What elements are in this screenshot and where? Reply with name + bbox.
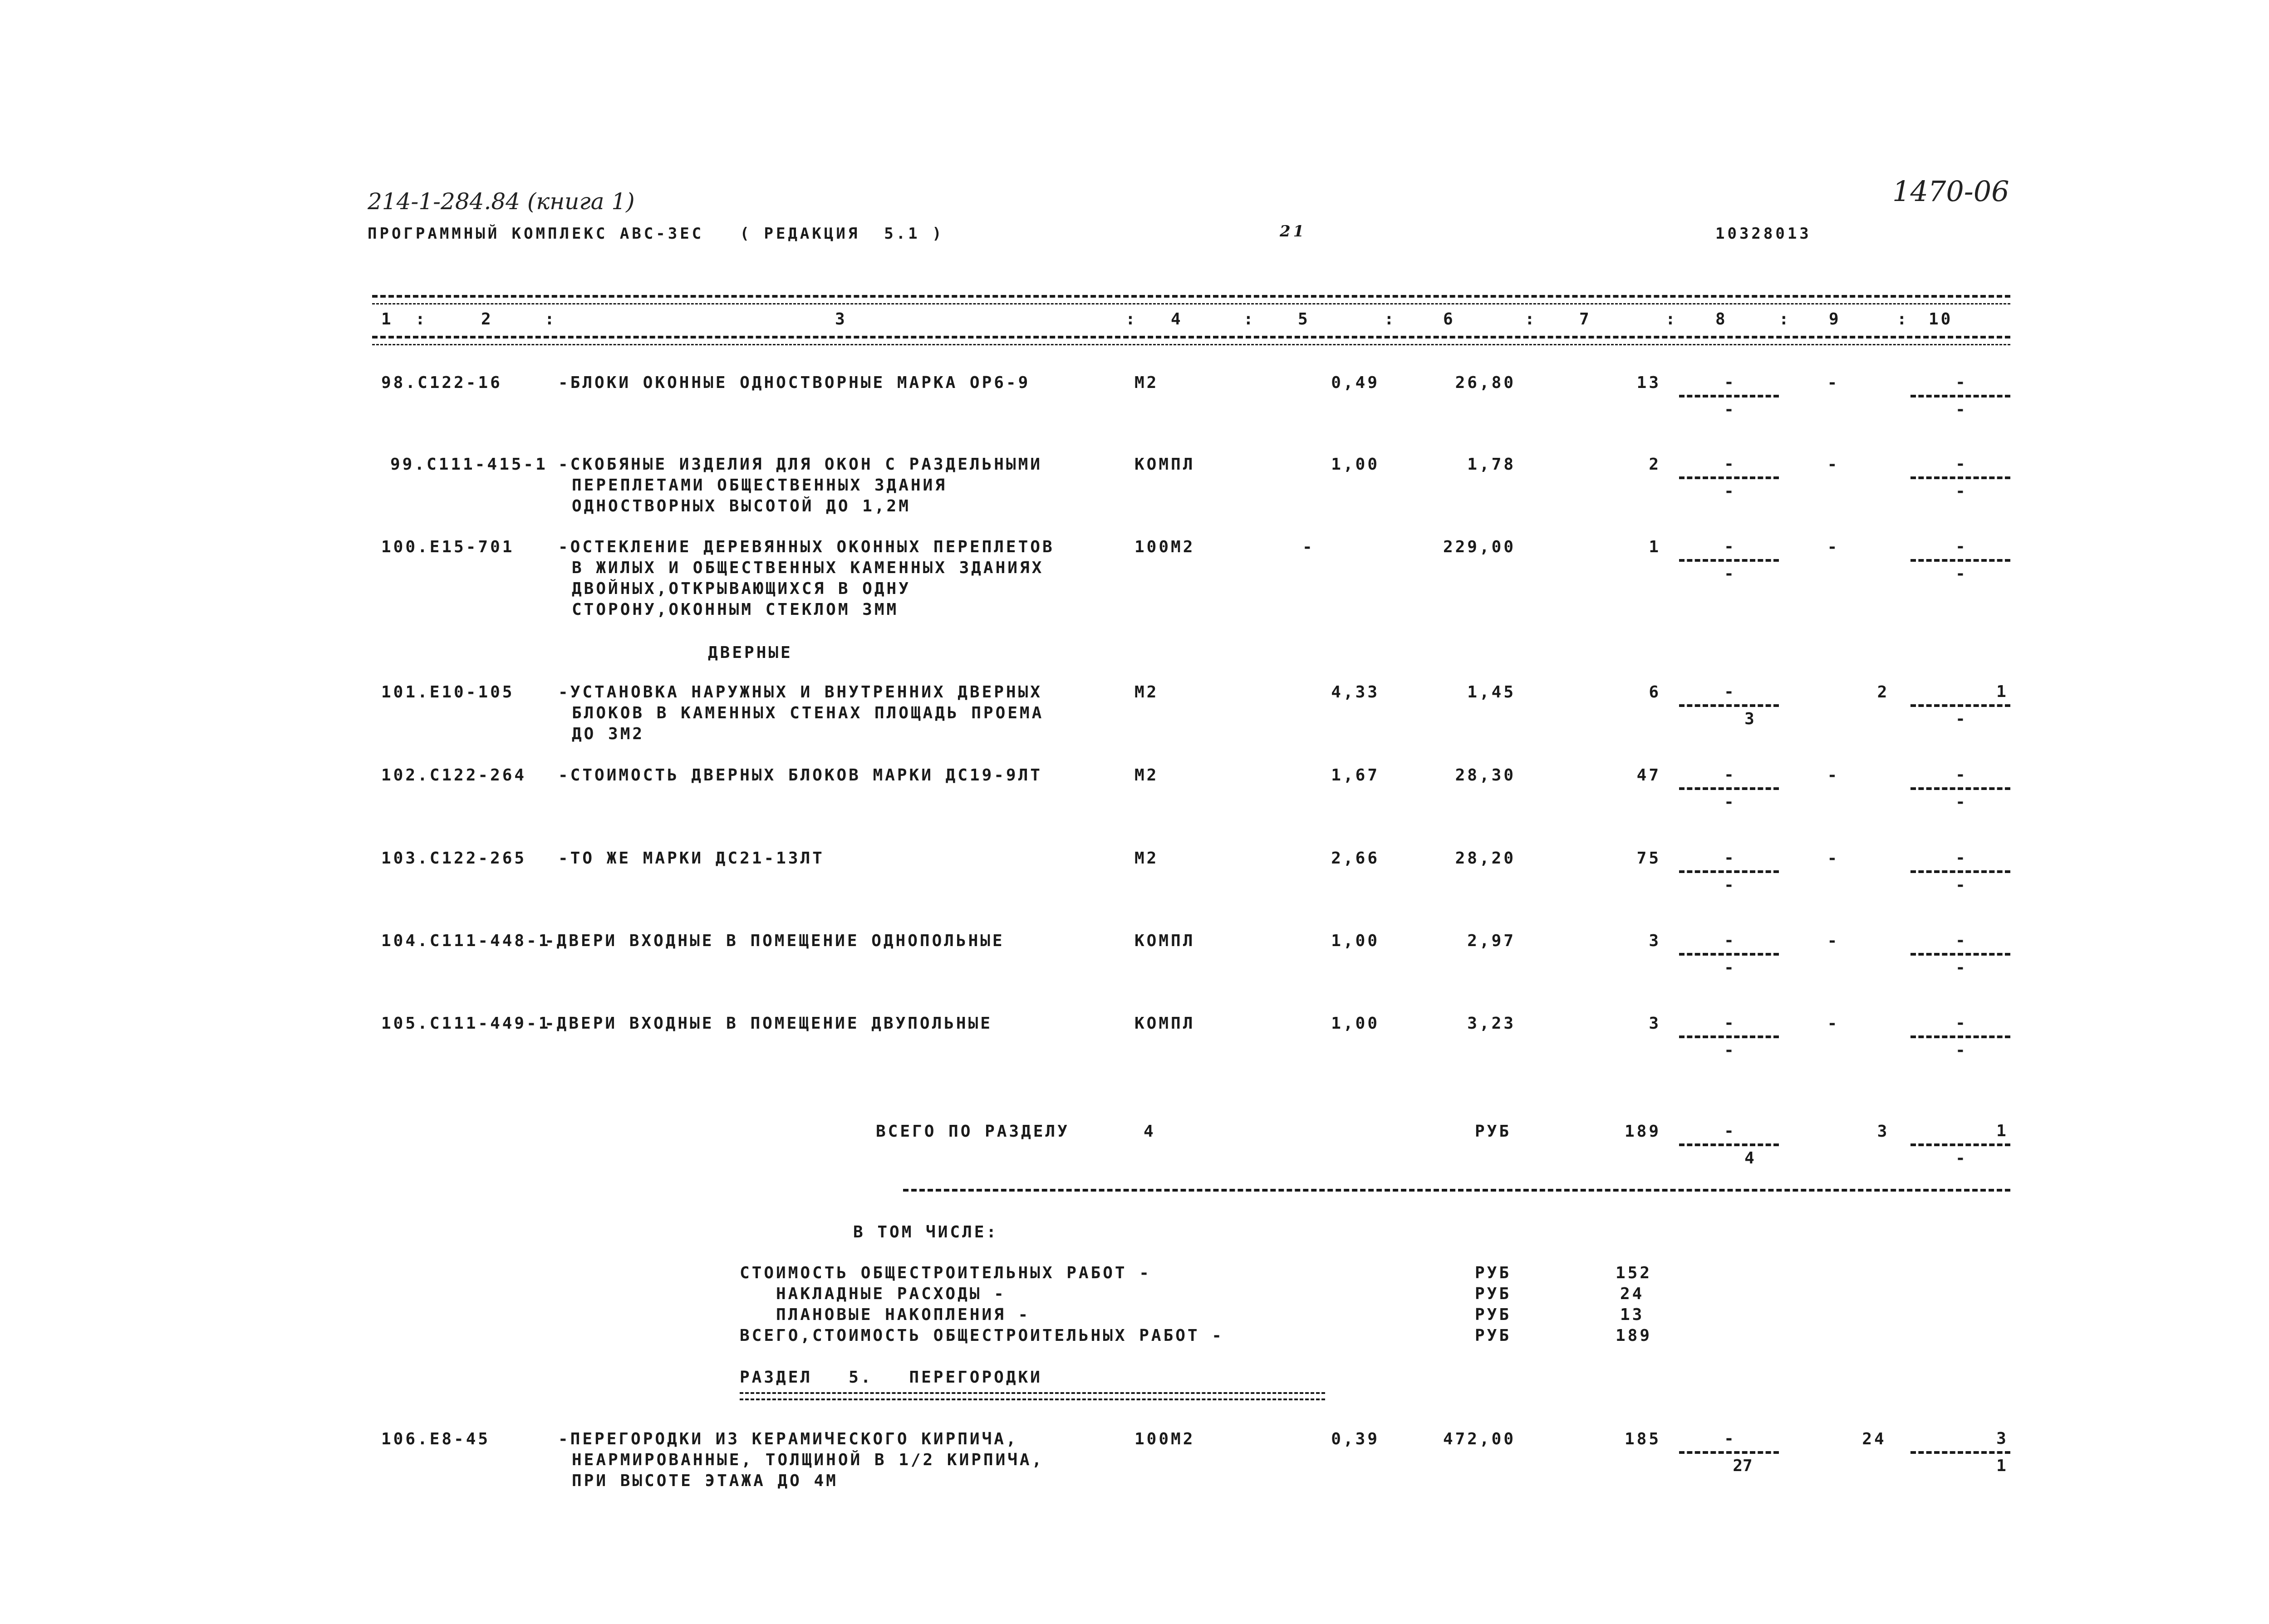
- row-col8-top: -: [1724, 682, 1734, 701]
- row-col8-bottom: -: [1724, 1041, 1734, 1060]
- page-number: 21: [1280, 222, 1307, 240]
- row-number: 99.С111-415-1: [390, 455, 548, 474]
- including-item-label: СТОИМОСТЬ ОБЩЕСТРОИТЕЛЬНЫХ РАБОТ -: [740, 1264, 1151, 1282]
- row-unit: М2: [1134, 849, 1159, 868]
- row-quantity: 4,33: [1331, 683, 1380, 702]
- row-quantity: 0,49: [1331, 373, 1380, 392]
- row-number: 105.С111-449-1: [381, 1014, 551, 1033]
- column-separator: :: [1525, 310, 1537, 329]
- column-header-2: 2: [481, 310, 493, 329]
- row-description-line: -ДВЕРИ ВХОДНЫЕ В ПОМЕЩЕНИЕ ОДНОПОЛЬНЫЕ: [545, 932, 1005, 950]
- column-separator: :: [1243, 310, 1256, 329]
- section-total-unit: РУБ: [1475, 1122, 1512, 1141]
- row-col9: -: [1827, 538, 1840, 556]
- row-quantity: 2,66: [1331, 849, 1380, 868]
- section-total-col9: 3: [1877, 1122, 1890, 1141]
- row-col9: -: [1827, 373, 1840, 392]
- row-col8: [1679, 682, 1779, 730]
- handwritten-number: 1470-06: [1892, 175, 2009, 208]
- row-total: 13: [1636, 373, 1661, 392]
- row-quantity: 1,67: [1331, 766, 1380, 785]
- row-price: 3,23: [1467, 1014, 1516, 1033]
- row-quantity: 1,00: [1331, 1014, 1380, 1033]
- row-total: 1: [1649, 538, 1661, 556]
- row-unit: М2: [1134, 766, 1159, 785]
- row-unit: КОМПЛ: [1134, 1014, 1195, 1033]
- section-total-col10: [1910, 1121, 2010, 1169]
- row-col9: -: [1827, 932, 1840, 950]
- row-unit: 100М2: [1134, 1430, 1195, 1448]
- section-total-col10-bottom: -: [1955, 1149, 1965, 1168]
- row-col8: [1679, 372, 1779, 420]
- row-col8-top: -: [1724, 849, 1734, 867]
- row-col8: [1679, 930, 1779, 978]
- section-total-rule: [903, 1189, 2010, 1192]
- row-unit: М2: [1134, 683, 1159, 702]
- including-item-value: 152: [1616, 1264, 1652, 1282]
- row-col10-top: -: [1955, 455, 1965, 473]
- row-col9: 2: [1877, 683, 1890, 702]
- including-item-label: ПЛАНОВЫЕ НАКОПЛЕНИЯ -: [776, 1305, 1031, 1324]
- column-header-7: 7: [1579, 310, 1591, 329]
- row-col8-bottom: -: [1724, 564, 1734, 583]
- row-number: 102.С122-264: [381, 766, 527, 785]
- row-col10-top: -: [1955, 931, 1965, 950]
- row-description-line: ДВОЙНЫХ,ОТКРЫВАЮЩИХСЯ В ОДНУ: [572, 579, 911, 598]
- row-col10-top: -: [1955, 1014, 1965, 1032]
- section5-title: РАЗДЕЛ 5. ПЕРЕГОРОДКИ: [740, 1368, 1042, 1387]
- including-item-unit: РУБ: [1475, 1264, 1512, 1282]
- row-col10-top: -: [1955, 537, 1965, 556]
- row-col8-top: -: [1724, 765, 1734, 784]
- row-col8-bottom: 27: [1733, 1457, 1753, 1475]
- row-number: 103.С122-265: [381, 849, 527, 868]
- row-col10-bottom: -: [1955, 793, 1965, 811]
- row-col10: [1910, 930, 2010, 978]
- row-col8-top: -: [1724, 1429, 1734, 1448]
- row-col8-bottom: -: [1724, 793, 1734, 811]
- row-description-line: -ДВЕРИ ВХОДНЫЕ В ПОМЕЩЕНИЕ ДВУПОЛЬНЫЕ: [545, 1014, 992, 1033]
- header-bottom-rule: [372, 336, 2010, 339]
- row-description-line: ДО 3М2: [572, 725, 645, 743]
- row-unit: 100М2: [1134, 538, 1195, 556]
- row-col8-bottom: -: [1724, 958, 1734, 977]
- column-header-1: 1: [381, 310, 393, 329]
- row-description-line: -ТО ЖЕ МАРКИ ДС21-13ЛТ: [558, 849, 825, 868]
- section-total-label: ВСЕГО ПО РАЗДЕЛУ: [876, 1122, 1070, 1141]
- row-number: 100.Е15-701: [381, 538, 515, 556]
- including-item-label: ВСЕГО,СТОИМОСТЬ ОБЩЕСТРОИТЕЛЬНЫХ РАБОТ -: [740, 1326, 1224, 1345]
- row-col8: [1679, 848, 1779, 896]
- row-col10: [1910, 536, 2010, 584]
- row-col10-top: -: [1955, 765, 1965, 784]
- row-description-line: ПРИ ВЫСОТЕ ЭТАЖА ДО 4М: [572, 1472, 838, 1490]
- row-number: 101.Е10-105: [381, 683, 515, 702]
- row-col10-bottom: -: [1955, 482, 1965, 500]
- row-col9: -: [1827, 455, 1840, 474]
- row-col10-top: 1: [1996, 682, 2006, 701]
- row-col10-bottom: -: [1955, 710, 1965, 728]
- including-item-unit: РУБ: [1475, 1326, 1512, 1345]
- including-item-value: 24: [1620, 1285, 1645, 1303]
- row-quantity: 1,00: [1331, 455, 1380, 474]
- section-total-col10-top: 1: [1996, 1122, 2006, 1140]
- row-col8: [1679, 1428, 1779, 1477]
- row-col8: [1679, 536, 1779, 584]
- row-total: 47: [1636, 766, 1661, 785]
- row-col8-bottom: -: [1724, 482, 1734, 500]
- column-header-8: 8: [1715, 310, 1728, 329]
- column-header-9: 9: [1829, 310, 1841, 329]
- row-col10-bottom: -: [1955, 564, 1965, 583]
- row-price: 1,45: [1467, 683, 1516, 702]
- row-price: 26,80: [1455, 373, 1516, 392]
- column-separator: :: [1665, 310, 1678, 329]
- row-col8-top: -: [1724, 373, 1734, 392]
- including-item-unit: РУБ: [1475, 1305, 1512, 1324]
- row-col9: -: [1827, 1014, 1840, 1033]
- column-header-5: 5: [1298, 310, 1310, 329]
- row-description-line: ПЕРЕПЛЕТАМИ ОБЩЕСТВЕННЫХ ЗДАНИЯ: [572, 476, 947, 495]
- section5-double-rule: [740, 1392, 1325, 1400]
- row-description-line: -УСТАНОВКА НАРУЖНЫХ И ВНУТРЕННИХ ДВЕРНЫХ: [558, 683, 1042, 702]
- header-top-rule-2: [372, 303, 2010, 304]
- row-col8-bottom: -: [1724, 400, 1734, 419]
- row-description-line: НЕАРМИРОВАННЫЕ, ТОЛЩИНОЙ В 1/2 КИРПИЧА,: [572, 1451, 1044, 1469]
- including-item-label: НАКЛАДНЫЕ РАСХОДЫ -: [776, 1285, 1006, 1303]
- row-col10: [1910, 372, 2010, 420]
- program-title: ПРОГРАММНЫЙ КОМПЛЕКС АВС-ЗЕС ( РЕДАКЦИЯ 5.1 ): [368, 225, 944, 243]
- row-col10: [1910, 454, 2010, 502]
- including-label: В ТОМ ЧИСЛЕ:: [853, 1223, 999, 1241]
- row-col10-bottom: -: [1955, 400, 1965, 419]
- row-price: 28,30: [1455, 766, 1516, 785]
- row-col9: -: [1827, 766, 1840, 785]
- document-code: 10328013: [1715, 225, 1812, 243]
- row-description-line: В ЖИЛЫХ И ОБЩЕСТВЕННЫХ КАМЕННЫХ ЗДАНИЯХ: [572, 559, 1044, 577]
- row-col10: [1910, 1428, 2010, 1477]
- row-col8-bottom: 3: [1744, 710, 1754, 728]
- row-col10: [1910, 682, 2010, 730]
- row-col10-bottom: -: [1955, 958, 1965, 977]
- row-unit: КОМПЛ: [1134, 455, 1195, 474]
- row-col8-top: -: [1724, 455, 1734, 473]
- row-description-line: БЛОКОВ В КАМЕННЫХ СТЕНАХ ПЛОЩАДЬ ПРОЕМА: [572, 704, 1044, 722]
- row-price: 472,00: [1443, 1430, 1516, 1448]
- row-col10: [1910, 1013, 2010, 1061]
- including-item-value: 13: [1620, 1305, 1645, 1324]
- row-quantity: 1,00: [1331, 932, 1380, 950]
- row-number: 106.Е8-45: [381, 1430, 491, 1448]
- row-description-line: -СТОИМОСТЬ ДВЕРНЫХ БЛОКОВ МАРКИ ДС19-9ЛТ: [558, 766, 1042, 785]
- section-total-col8-bottom: 4: [1744, 1149, 1754, 1168]
- row-description-line: -ОСТЕКЛЕНИЕ ДЕРЕВЯННЫХ ОКОННЫХ ПЕРЕПЛЕТОВ: [558, 538, 1055, 556]
- row-number: 104.С111-448-1: [381, 932, 551, 950]
- header-top-rule: [372, 295, 2010, 298]
- row-total: 75: [1636, 849, 1661, 868]
- row-col9: 24: [1862, 1430, 1886, 1448]
- column-separator: :: [1384, 310, 1396, 329]
- row-col8-top: -: [1724, 537, 1734, 556]
- row-unit: КОМПЛ: [1134, 932, 1195, 950]
- column-separator: :: [1125, 310, 1138, 329]
- subsection-title: ДВЕРНЫЕ: [708, 643, 793, 662]
- section-total-value: 189: [1624, 1122, 1661, 1141]
- column-separator: :: [545, 310, 557, 329]
- row-col8-top: -: [1724, 1014, 1734, 1032]
- row-number: 98.С122-16: [381, 373, 502, 392]
- row-col8: [1679, 765, 1779, 813]
- including-item-unit: РУБ: [1475, 1285, 1512, 1303]
- row-col10-bottom: 1: [1996, 1457, 2006, 1475]
- row-col10-bottom: -: [1955, 876, 1965, 894]
- row-quantity: 0,39: [1331, 1430, 1380, 1448]
- column-header-3: 3: [835, 310, 847, 329]
- row-total: 2: [1649, 455, 1661, 474]
- row-col10-top: -: [1955, 849, 1965, 867]
- row-col8-top: -: [1724, 931, 1734, 950]
- row-description-line: -СКОБЯНЫЕ ИЗДЕЛИЯ ДЛЯ ОКОН С РАЗДЕЛЬНЫМИ: [558, 455, 1042, 474]
- column-header-10: 10: [1929, 310, 1953, 329]
- row-price: 229,00: [1443, 538, 1516, 556]
- row-price: 28,20: [1455, 849, 1516, 868]
- row-unit: М2: [1134, 373, 1159, 392]
- row-description-line: -БЛОКИ ОКОННЫЕ ОДНОСТВОРНЫЕ МАРКА ОР6-9: [558, 373, 1031, 392]
- row-total: 6: [1649, 683, 1661, 702]
- row-total: 3: [1649, 1014, 1661, 1033]
- row-col8: [1679, 1013, 1779, 1061]
- section-total-num: 4: [1144, 1122, 1156, 1141]
- row-col9: -: [1827, 849, 1840, 868]
- row-description-line: СТОРОНУ,ОКОННЫМ СТЕКЛОМ 3ММ: [572, 600, 899, 619]
- row-col10-top: 3: [1996, 1429, 2006, 1448]
- row-description-line: -ПЕРЕГОРОДКИ ИЗ КЕРАМИЧЕСКОГО КИРПИЧА,: [558, 1430, 1018, 1448]
- column-header-6: 6: [1443, 310, 1455, 329]
- row-price: 1,78: [1467, 455, 1516, 474]
- row-col8: [1679, 454, 1779, 502]
- column-separator: :: [415, 310, 427, 329]
- section-total-col8: [1679, 1121, 1779, 1169]
- column-separator: :: [1779, 310, 1791, 329]
- row-col10-top: -: [1955, 373, 1965, 392]
- column-separator: :: [1897, 310, 1909, 329]
- including-item-value: 189: [1616, 1326, 1652, 1345]
- section-total-col8-top: -: [1724, 1122, 1734, 1140]
- row-description-line: ОДНОСТВОРНЫХ ВЫСОТОЙ ДО 1,2М: [572, 497, 911, 515]
- column-header-4: 4: [1171, 310, 1183, 329]
- row-col10-bottom: -: [1955, 1041, 1965, 1060]
- row-col8-bottom: -: [1724, 876, 1734, 894]
- row-col10: [1910, 848, 2010, 896]
- row-price: 2,97: [1467, 932, 1516, 950]
- row-total: 185: [1624, 1430, 1661, 1448]
- header-bottom-rule-2: [372, 344, 2010, 345]
- handwritten-code: 214-1-284.84 (книга 1): [368, 188, 635, 215]
- row-total: 3: [1649, 932, 1661, 950]
- row-col10: [1910, 765, 2010, 813]
- row-quantity: -: [1302, 538, 1315, 556]
